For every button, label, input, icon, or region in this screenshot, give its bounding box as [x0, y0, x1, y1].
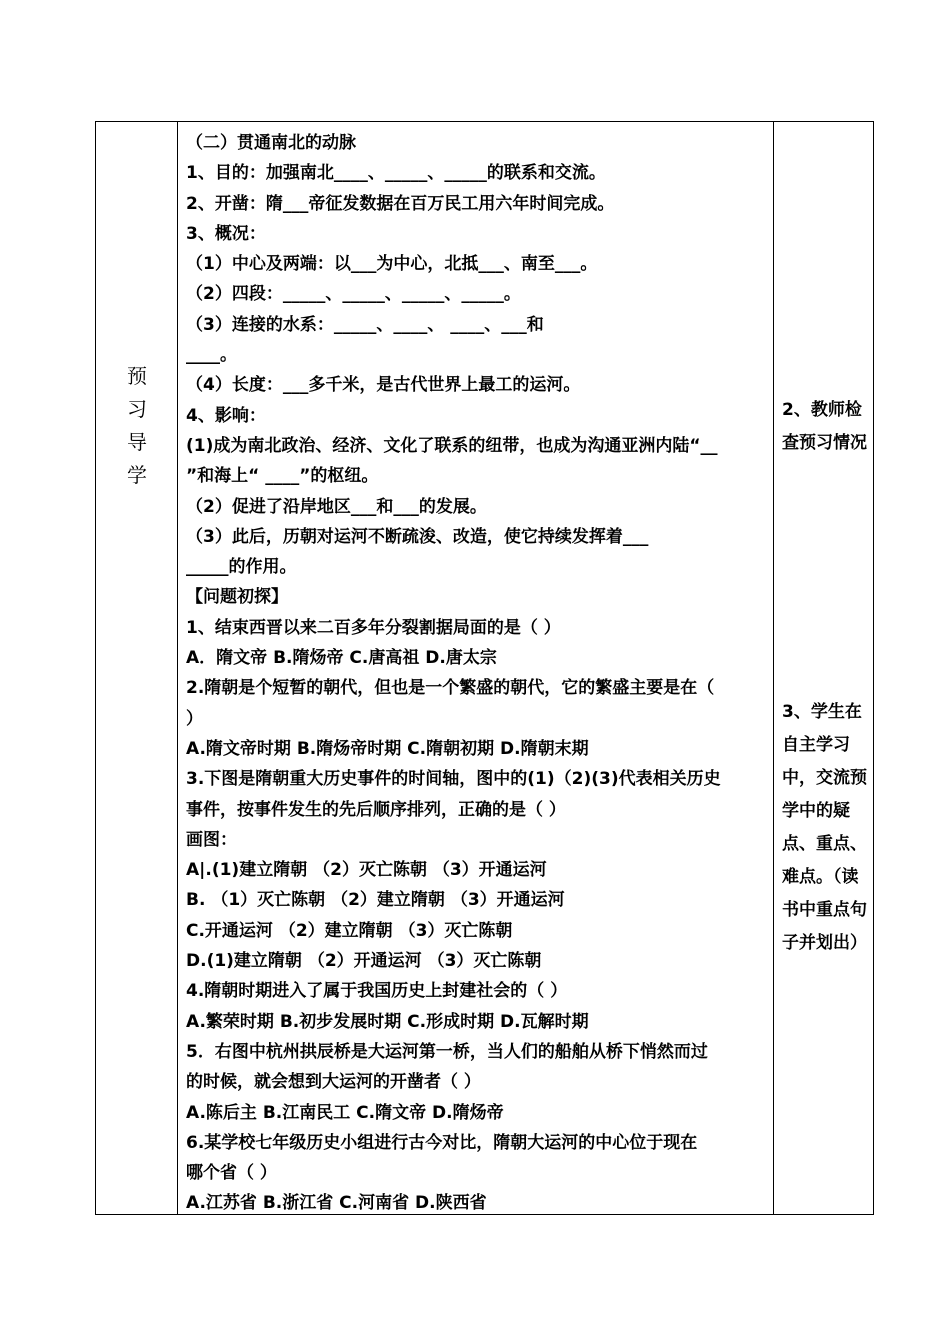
- content-column: [178, 122, 774, 1214]
- content-line: ”和海上“ ____”的枢纽。: [186, 466, 379, 487]
- content-line: 3.下图是隋朝重大历史事件的时间轴，图中的(1)（2)(3)代表相关历史: [186, 769, 721, 790]
- content-line: 4、影响：: [186, 405, 266, 426]
- content-line: （2）四段：_____、_____、_____、_____。: [186, 284, 521, 305]
- content-line: 4.隋朝时期进入了属于我国历史上封建社会的（ ）: [186, 981, 568, 1002]
- content-line: 2.隋朝是个短暂的朝代，但也是一个繁盛的朝代，它的繁盛主要是在（: [186, 678, 715, 699]
- section-label-column: [96, 122, 178, 1214]
- content-line: A.陈后主 B.江南民工 C.隋文帝 D.隋炀帝: [186, 1102, 504, 1123]
- notes-column: [774, 122, 873, 1214]
- content-line: 【问题初探】: [186, 587, 288, 608]
- content-line: D.(1)建立隋朝 （2）开通运河 （3）灭亡陈朝: [186, 951, 542, 972]
- content-line: 3、概况：: [186, 223, 266, 244]
- content-line: 6.某学校七年级历史小组进行古今对比，隋朝大运河的中心位于现在: [186, 1132, 698, 1153]
- content-line: ）: [186, 708, 203, 729]
- content-line: _____的作用。: [186, 557, 297, 578]
- content-line: （2）促进了沿岸地区___和___的发展。: [186, 496, 487, 517]
- teacher-check-note: 2、教师检查预习情况: [782, 400, 867, 453]
- section-label: [96, 360, 178, 492]
- worksheet-table: [95, 121, 874, 1215]
- content-line: A.繁荣时期 B.初步发展时期 C.形成时期 D.瓦解时期: [186, 1011, 589, 1032]
- section-label-char: 导: [127, 430, 147, 454]
- content-line: （4）长度：___多千米，是古代世界上最工的运河。: [186, 375, 581, 396]
- content-line: 的时候，就会想到大运河的开凿者（ ）: [186, 1072, 481, 1093]
- content-line: （3）此后，历朝对运河不断疏浚、改造，使它持续发挥着___: [186, 526, 649, 547]
- content-line: （1）中心及两端：以___为中心，北抵___、南至___。: [186, 254, 598, 275]
- content-line: 2、开凿：隋___帝征发数据在百万民工用六年时间完成。: [186, 193, 615, 214]
- content-line: （二）贯通南北的动脉: [186, 133, 356, 153]
- section-label-char: 学: [127, 463, 147, 487]
- content-line: ____。: [186, 345, 237, 366]
- content-line: A.江苏省 B.浙江省 C.河南省 D.陕西省: [186, 1193, 487, 1214]
- content-line: 1、结束西晋以来二百多年分裂割据局面的是（ ）: [186, 617, 561, 638]
- content-line: A．隋文帝 B.隋炀帝 C.唐高祖 D.唐太宗: [186, 648, 497, 669]
- content-line: 哪个省（ ）: [186, 1163, 277, 1184]
- content-line: 画图：: [186, 829, 237, 850]
- content-line: A|.(1)建立隋朝 （2）灭亡陈朝 （3）开通运河: [186, 860, 547, 881]
- content-line: C.开通运河 （2）建立隋朝 （3）灭亡陈朝: [186, 920, 513, 941]
- student-study-note: 3、学生在自主学习中，交流预学中的疑点、重点、难点。（读书中重点句子并划出）: [782, 702, 867, 953]
- content-line: B. （1）灭亡陈朝 （2）建立隋朝 （3）开通运河: [186, 890, 565, 911]
- content-line: 5．右图中杭州拱辰桥是大运河第一桥，当人们的船舶从桥下悄然而过: [186, 1041, 708, 1062]
- content-line: 1、目的：加强南北____、_____、_____的联系和交流。: [186, 163, 606, 184]
- content-line: (1)成为南北政治、经济、文化了联系的纽带，也成为沟通亚洲内陆“__: [186, 435, 718, 456]
- content-line: （3）连接的水系：_____、____、 ____、___和: [186, 314, 544, 335]
- content-line: 事件，按事件发生的先后顺序排列，正确的是（ ）: [186, 799, 566, 820]
- section-label-char: 习: [127, 397, 147, 421]
- section-label-char: 预: [127, 364, 147, 388]
- content-line: A.隋文帝时期 B.隋炀帝时期 C.隋朝初期 D.隋朝末期: [186, 738, 589, 759]
